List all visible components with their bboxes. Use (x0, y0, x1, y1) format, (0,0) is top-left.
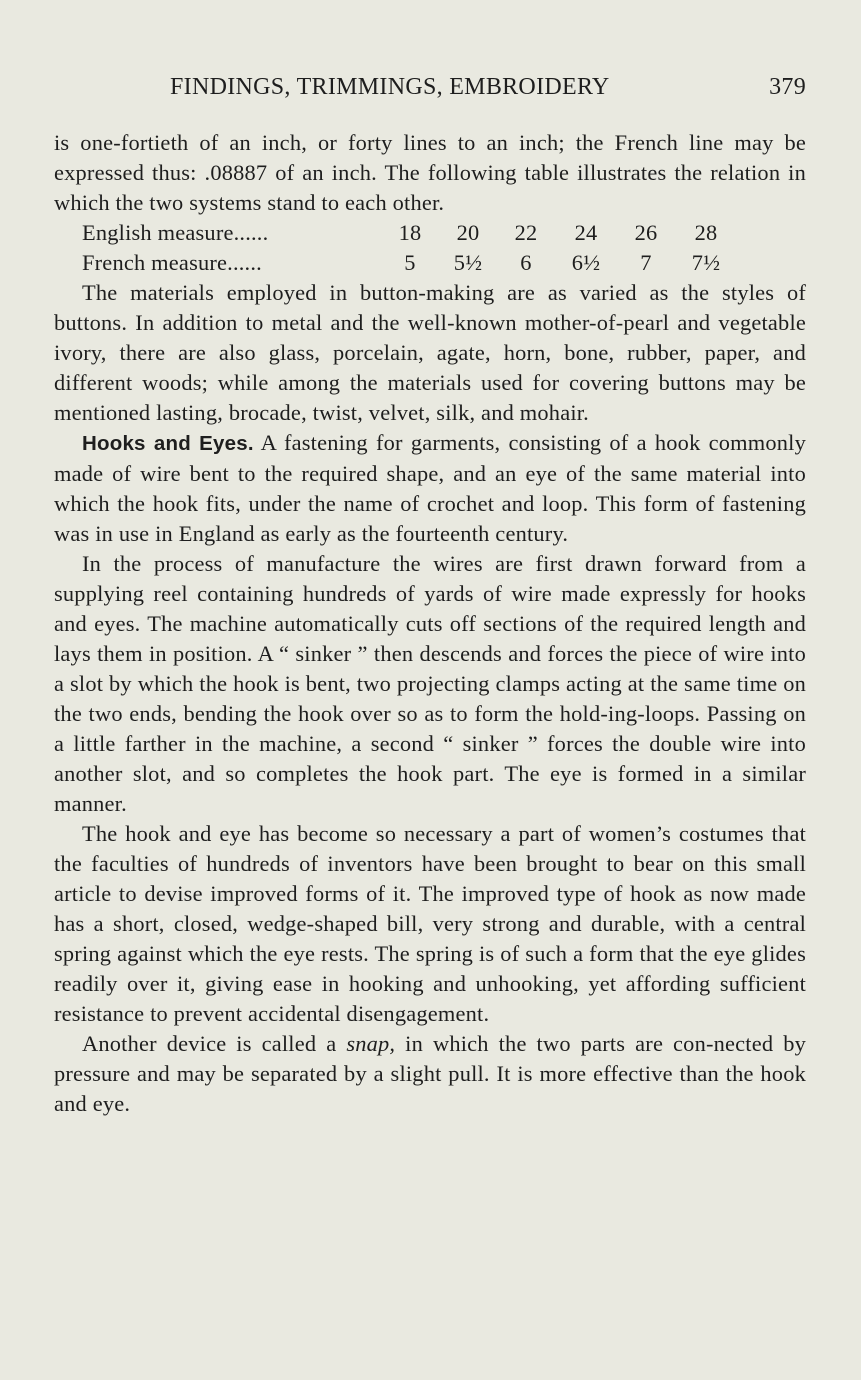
paragraph-manufacture: In the process of manufacture the wires are first drawn forward from a supplying reel containing hundreds of yards of wire made expressly for hooks and eyes. The machine automatically cuts off sections of the required length and lays them in position. A “ sinker ” then descends and forces the piece of wire into a slot by which the hook is bent, two projecting clamps acting at the same time on the two ends, bending the hook over so as to form the hold-ing-loops. Passing on a little farther in the machine, a second “ sinker ” forces the double wire into another slot, and so completes the hook part. The eye is formed in a similar manner. (54, 551, 806, 816)
french-value: 7 (640, 250, 652, 275)
french-value: 6 (520, 250, 532, 275)
french-label: French measure...... (82, 250, 262, 275)
french-value: 6½ (571, 250, 601, 275)
paragraph-snap (54, 1029, 806, 1119)
paragraph-text: A fastening for garments, consisting of a hook commonly made of wire bent to the required shape, and an eye of the same material into which the hook fits, under the name of crochet and loop. This form of fastening was in use in England as early as the fourteenth century. (54, 430, 806, 546)
body-text (54, 128, 806, 1119)
paragraph-text: Another device is called a (82, 1031, 347, 1056)
paragraph-button-materials: The materials employed in button-making are as varied as the styles of buttons. In addition to metal and the well-known mother-of-pearl and vegetable ivory, there are also glass, porcelain, agate, horn, bone, rubber, paper, and different woods; while among the materials used for covering buttons may be mentioned lasting, brocade, twist, velvet, silk, and mohair. (54, 280, 806, 425)
section-heading: Hooks and Eyes. (82, 432, 254, 455)
paragraph-text: in which the two parts are con-nected by pressure and may be separated by a slight pull. It is more effective than the hook and eye. (54, 1031, 807, 1116)
french-value: 7½ (691, 250, 721, 275)
english-value: 26 (634, 220, 658, 245)
french-value: 5 (404, 250, 416, 275)
measure-table (54, 218, 806, 278)
paragraph-line-measure: is one-fortieth of an inch, or forty lines to an inch; the French line may be expressed thus: .08887 of an inch. The following table illustrates the relation in which the two systems stand to each other. (54, 130, 806, 215)
english-value: 22 (514, 220, 538, 245)
english-value: 28 (694, 220, 718, 245)
page-number: 379 (769, 74, 806, 100)
english-value: 24 (574, 220, 598, 245)
english-row (54, 218, 806, 248)
emphasis-snap: snap, (346, 1031, 396, 1056)
french-value: 5½ (453, 250, 483, 275)
english-value: 18 (398, 220, 422, 245)
running-title: FINDINGS, TRIMMINGS, EMBROIDERY (170, 74, 610, 100)
paragraph-hooks-and-eyes (54, 428, 806, 549)
paragraph-improved-hook: The hook and eye has become so necessary a part of women’s costumes that the faculties of hundreds of inventors have been brought to bear on this small article to devise improved forms of it. The improved type of hook as now made has a short, closed, wedge-shaped bill, very strong and durable, with a central spring against which the eye rests. The spring is of such a form that the eye glides readily over it, giving ease in hooking and unhooking, yet affording sufficient resistance to prevent accidental disengagement. (54, 821, 806, 1026)
english-label: English measure...... (82, 220, 269, 245)
french-row (54, 248, 806, 278)
english-value: 20 (456, 220, 480, 245)
